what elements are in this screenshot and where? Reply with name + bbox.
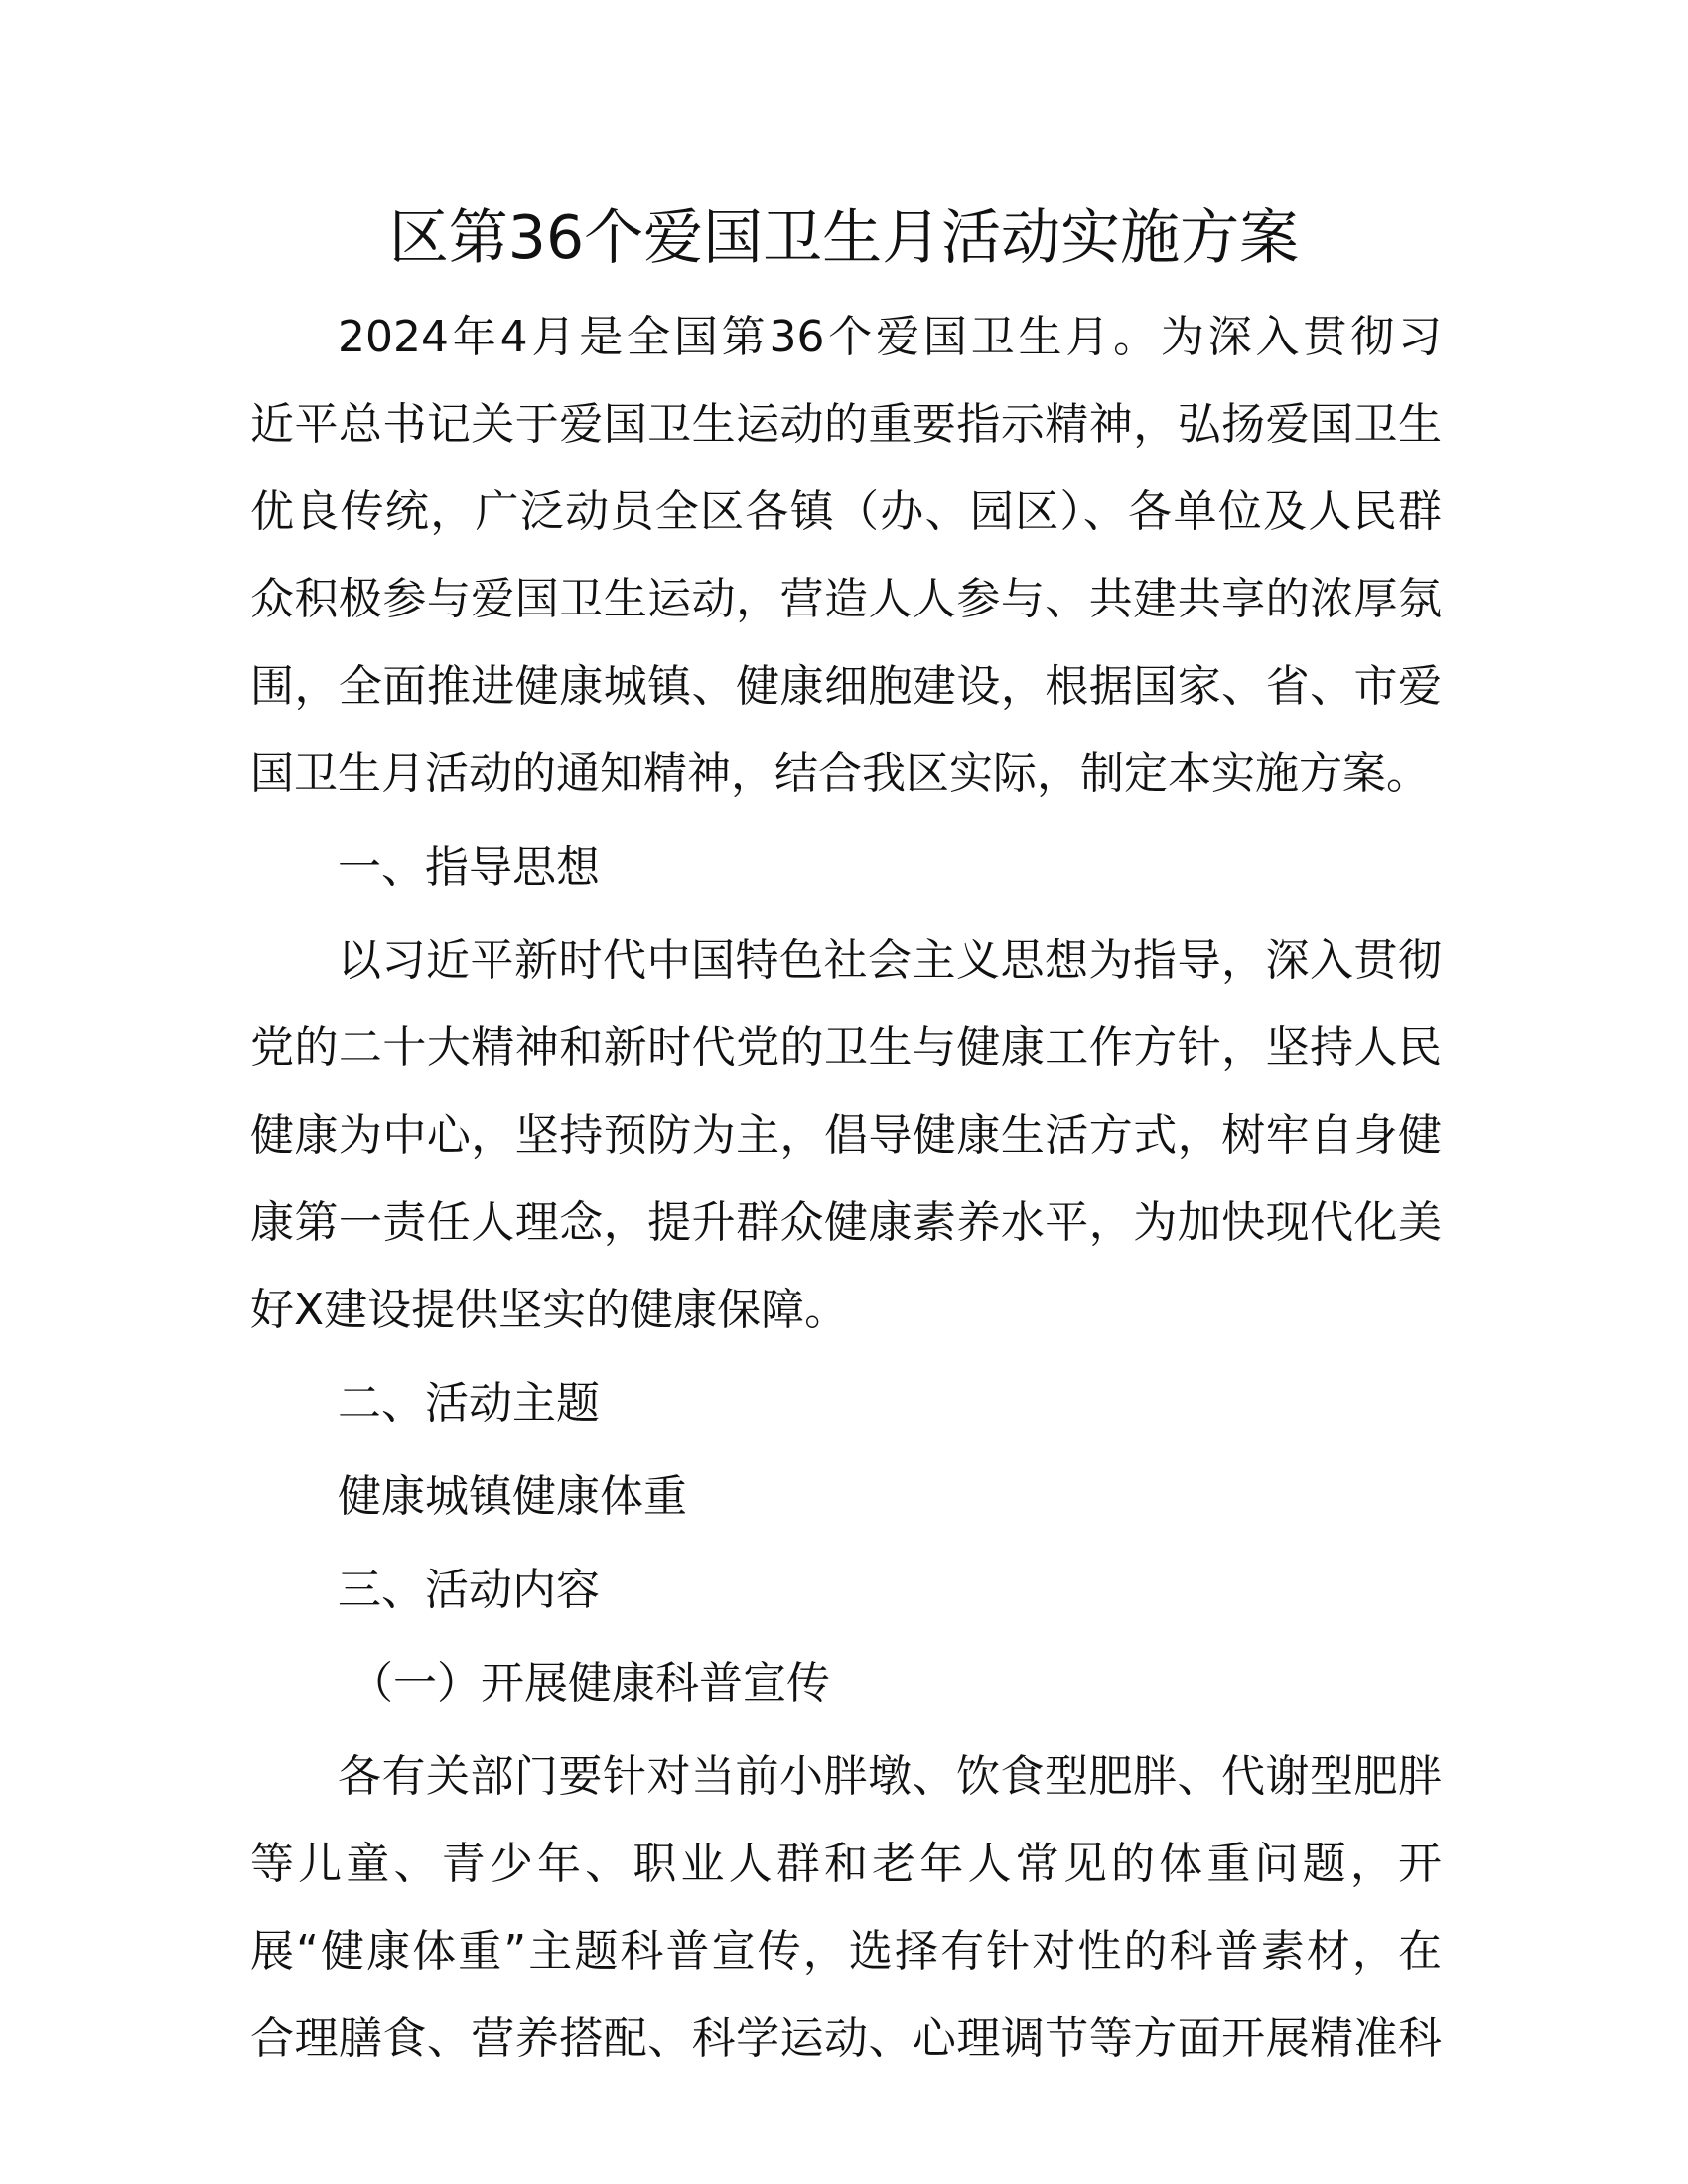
theme-text: 健康城镇健康体重: [338, 1471, 687, 1522]
paragraph-line: 围，全面推进健康城镇、健康细胞建设，根据国家、省、市爱: [250, 661, 1442, 712]
section-heading-theme: 二、活动主题: [338, 1378, 600, 1429]
paragraph-line: 以习近平新时代中国特色社会主义思想为指导，深入贯彻: [338, 935, 1442, 986]
paragraph-line: 好X建设提供坚实的健康保障。: [250, 1285, 849, 1335]
paragraph-line: 2024年4月是全国第36个爱国卫生月。为深入贯彻习: [338, 312, 1442, 362]
document-body: [250, 294, 1442, 2083]
paragraph-line: 展“健康体重”主题科普宣传，选择有针对性的科普素材，在: [250, 1926, 1442, 1977]
paragraph-line: 众积极参与爱国卫生运动，营造人人参与、共建共享的浓厚氛: [250, 574, 1442, 624]
paragraph-line: 康第一责任人理念，提升群众健康素养水平，为加快现代化美: [250, 1197, 1442, 1248]
intro-paragraph: [250, 294, 1442, 818]
document-title: 区第36个爱国卫生月活动实施方案: [388, 204, 1300, 273]
section-heading-content: 三、活动内容: [338, 1565, 600, 1615]
paragraph-line: 党的二十大精神和新时代党的卫生与健康工作方针，坚持人民: [250, 1023, 1442, 1073]
guiding-thought-paragraph: [250, 917, 1442, 1354]
paragraph-line: 健康为中心，坚持预防为主，倡导健康生活方式，树牢自身健: [250, 1110, 1442, 1160]
paragraph-line: 国卫生月活动的通知精神，结合我区实际，制定本实施方案。: [250, 749, 1430, 799]
paragraph-line: 等儿童、青少年、职业人群和老年人常见的体重问题，开: [250, 1839, 1442, 1889]
paragraph-line: 合理膳食、营养搭配、科学运动、心理调节等方面开展精准科: [250, 2013, 1442, 2064]
paragraph-line: 各有关部门要针对当前小胖墩、饮食型肥胖、代谢型肥胖: [338, 1751, 1442, 1802]
paragraph-line: 近平总书记关于爱国卫生运动的重要指示精神，弘扬爱国卫生: [250, 399, 1442, 450]
subsection-heading-science-publicity: （一）开展健康科普宣传: [350, 1658, 830, 1708]
science-publicity-paragraph: [250, 1733, 1442, 2083]
paragraph-line: 优良传统，广泛动员全区各镇（办、园区）、各单位及人民群: [250, 486, 1442, 537]
section-heading-guiding-thought: 一、指导思想: [338, 842, 600, 892]
